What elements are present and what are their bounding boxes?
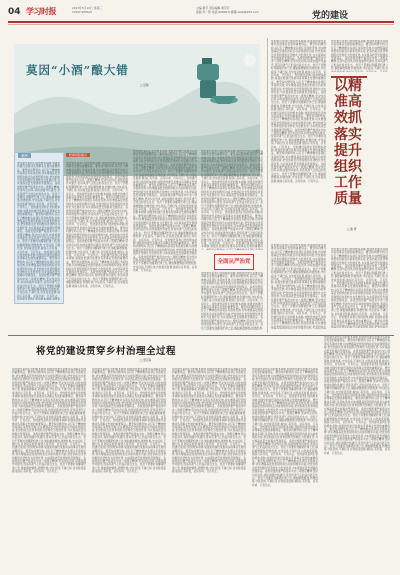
column-divider	[267, 38, 268, 333]
article3-author: □ 谭江海	[140, 359, 152, 362]
article1-author: □ 吴瑞	[140, 84, 149, 87]
article3-body-col4: 党的建设是我们党的根本命脉,加强党的建设是推动各项事业发展的重要保证。要坚持问题导向,以钉钉子精神推动各项任务落地见效,切实增强基层党组织的政治功能和组织功能,把党的政治优势和组织优势转化为发展优势,为实现高质量发展提供坚强保证。各级党组织要严格落实中央八项规定精神,坚决纠治四风,持续加强作风建设,营造风清气正的良好政治生态。党员干部要时刻绷紧纪律之弦,慎始慎微慎独,防微杜渐,守住底线,不越红线,自觉接受监督,做到心有所畏、言有所戒、行有所止。党的建设是我们党的根本命脉,加强党的建设是推动各项事业发展的重要保证。要坚持问题导向,以钉钉子精神推动各项任务落地见效,切实增强基层党组织的政治功能和组织功能,把党的政治优势和组织优势转化为发展优势,为实现高质量发展提供坚强保证。各级党组织要严格落实中央八项规定精神,坚决纠治四风,持续加强作风建设,营造风清气正的良好政治生态。党员干部要时刻绷紧纪律之弦,慎始慎微慎独,防微杜渐,守住底线,不越红线,自觉接受监督,做到心有所畏、言有所戒、行有所止。党的建设是我们党的根本命脉,加强党的建设是推动各项事业发展的重要保证。要坚持问题导向,以钉钉子精神推动各项任务落地见效,切实增强基层党组织的政治功能和组织功能,把党的政治优势和组织优势转化为发展优势,为实现高质量发展提供坚强保证。各级党组织要严格落实中央八项规定精神,坚决纠治四风,持续加强作风建设,营造风清气正的良好政治生态。党员干部要时刻绷紧纪律之弦,慎始慎微慎独,防微杜渐,守住底线,不越红线,自觉接受监督,做到心有所畏、言有所戒、行有所止。党的建设是我们党的根本命脉,加强党的建设是推动各项事业发展的重要保证。要坚持问题导向,以钉钉子精神推动各项任务落地见效,切实增强基层党组织的政治功能和组织功能,把党的政治优势和组织优势转化为发展优势,为实现高质量发展提供坚强保证。各级党组织要严格落实中央八项规定精神,坚决纠治四风,持续加强作风建设,营造风清气正的良好政治生态。党员干部要时刻绷紧纪律之弦,慎始慎微慎独,防微杜渐,守住底线,不越红线,自觉接受监督,做到心有所畏、言有所戒、行有所止。	[252, 368, 318, 487]
header-rule	[8, 21, 394, 23]
editor-line-1: 主编:秦芳 责任编辑:秦芳芳	[196, 6, 230, 10]
section-title: 党的建设	[312, 11, 349, 21]
article2-body-col1b: 党的建设是我们党的根本命脉,加强党的建设是推动各项事业发展的重要保证。要坚持问题导向,以钉钉子精神推动各项任务落地见效,切实增强基层党组织的政治功能和组织功能,把党的政治优势和组织优势转化为发展优势,为实现高质量发展提供坚强保证。各级党组织要严格落实中央八项规定精神,坚决纠治四风,持续加强作风建设,营造风清气正的良好政治生态。党员干部要时刻绷紧纪律之弦,慎始慎微慎独,防微杜渐,守住底线,不越红线,自觉接受监督,做到心有所畏、言有所戒、行有所止。党的建设是我们党的根本命脉,加强党的建设是推动各项事业发展的重要保证。要坚持问题导向,以钉钉子精神推动各项任务落地见效,切实增强基层党组织的政治功能和组织功能,把党的政治优势和组织优势转化为发展优势,为实现高质量发展提供坚强保证。各级党组织要严格落实中央八项规定精神,坚决纠治四风,持续加强作风建设,营造风清气正的良好政治生态。党员干部要时刻绷紧纪律之弦,慎始慎微慎独,防微杜渐,守住底线,不越红线,自觉接受监督,做到心有所畏、言有所戒、行有所止。党的建设是我们党的根本命脉,加强党的建设是推动各项事业发展的重要保证。要坚持问题导向,以钉钉子精神推动各项任务落地见效,切实增强基层党组织的政治功能和组织功能,把党的政治	[271, 244, 326, 329]
article2-author: □ 谢 勇	[347, 228, 357, 231]
article3-body-col1: 党的建设是我们党的根本命脉,加强党的建设是推动各项事业发展的重要保证。要坚持问题导向,以钉钉子精神推动各项任务落地见效,切实增强基层党组织的政治功能和组织功能,把党的政治优势和组织优势转化为发展优势,为实现高质量发展提供坚强保证。各级党组织要严格落实中央八项规定精神,坚决纠治四风,持续加强作风建设,营造风清气正的良好政治生态。党员干部要时刻绷紧纪律之弦,慎始慎微慎独,防微杜渐,守住底线,不越红线,自觉接受监督,做到心有所畏、言有所戒、行有所止。党的建设是我们党的根本命脉,加强党的建设是推动各项事业发展的重要保证。要坚持问题导向,以钉钉子精神推动各项任务落地见效,切实增强基层党组织的政治功能和组织功能,把党的政治优势和组织优势转化为发展优势,为实现高质量发展提供坚强保证。各级党组织要严格落实中央八项规定精神,坚决纠治四风,持续加强作风建设,营造风清气正的良好政治生态。党员干部要时刻绷紧纪律之弦,慎始慎微慎独,防微杜渐,守住底线,不越红线,自觉接受监督,做到心有所畏、言有所戒、行有所止。党的建设是我们党的根本命脉,加强党的建设是推动各项事业发展的重要保证。要坚持问题导向,以钉钉子精神推动各项任务落地见效,切实增强基层党组织的政治功能和组织功能,把党的政治优势和组织优势转化为发展优势,为实现高质量发展提供坚强保证。各级党组织要严格落实中央八项规定精神,坚决纠治四风,持续加强作风建设,营造风清气正的良好政治生态。党员干部要时刻绷紧纪律之弦,慎始慎微慎独,防微杜渐,守住底线,不越红线,自觉接受监督,做到心有所畏、言有所戒、行有所止。党的建设是我们党的根本命脉,加强党的建设是推动各项事业发展的重要保证。要坚持问题导向,以钉钉子精神推动各项任务落地见效,切实增强基层党组织的政治功能和组织功能,把党的政治优势和组织优势转化为发展优势,为实现高质量发展提供坚强保证。各级党组织要严格落实中央八项规定精神,坚决纠治四风,持续加强作风建设,营造风清气正的良好政治生态。党员干部要时刻绷紧纪律之弦,慎始慎微慎独,防微杜渐,守住底线,不越红线,自觉接受监督,做到心有所畏、言有所戒、行有所止。	[12, 368, 86, 474]
case-body: 党的建设是我们党的根本命脉,加强党的建设是推动各项事业发展的重要保证。要坚持问题导向,以钉钉子精神推动各项任务落地见效,切实增强基层党组织的政治功能和组织功能,把党的政治优势和组织优势转化为发展优势,为实现高质量发展提供坚强保证。各级党组织要严格落实中央八项规定精神,坚决纠治四风,持续加强作风建设,营造风清气正的良好政治生态。党员干部要时刻绷紧纪律之弦,慎始慎微慎独,防微杜渐,守住底线,不越红线,自觉接受监督,做到心有所畏、言有所戒、行有所止。党的建设是我们党的根本命脉,加强党的建设是推动各项事业发展的重要保证。要坚持问题导向,以钉钉子精神推动各项任务落地见效,切实增强基层党组织的政治功能和组织功能,把党的政治优势和组织优势转化为发展优势,为实现高质量发展提供坚强保证。各级党组织要严格落实中央八项规定精神,坚决纠治四风,持续加强作风建设,营造风清气正的良好政治生态。党员干部要时刻绷紧纪律之弦,慎始慎微慎独,防微杜渐,守住底线,不越红线,自觉接受监督,做到心有所畏、言有所戒、行有所止。党的建设是我们党的根本命脉,加强党的建设是推动各项事业发展的重要保证。要坚持问题导向,以钉钉子精神推动各项任务落地见效,切实增强基层党组织的政治功能和组织功能,把党的政治优势和组织优势转化为发展优势,为实现高质量发展提供坚强保证。各级党组织要严格落实中央八项规定精神,坚决纠治四风,持续加强作风建设,营造风清气正的良好政治生态。党员干部要时刻绷紧纪律之弦,慎始慎微慎独,防微杜渐,守住底线,不越红线,自觉接受监督,做到心有所畏、言有所戒、行有所止。党的建设是我们党的根本命脉,加强党	[17, 162, 60, 300]
article2-body-col1: 党的建设是我们党的根本命脉,加强党的建设是推动各项事业发展的重要保证。要坚持问题导向,以钉钉子精神推动各项任务落地见效,切实增强基层党组织的政治功能和组织功能,把党的政治优势和组织优势转化为发展优势,为实现高质量发展提供坚强保证。各级党组织要严格落实中央八项规定精神,坚决纠治四风,持续加强作风建设,营造风清气正的良好政治生态。党员干部要时刻绷紧纪律之弦,慎始慎微慎独,防微杜渐,守住底线,不越红线,自觉接受监督,做到心有所畏、言有所戒、行有所止。党的建设是我们党的根本命脉,加强党的建设是推动各项事业发展的重要保证。要坚持问题导向,以钉钉子精神推动各项任务落地见效,切实增强基层党组织的政治功能和组织功能,把党的政治优势和组织优势转化为发展优势,为实现高质量发展提供坚强保证。各级党组织要严格落实中央八项规定精神,坚决纠治四风,持续加强作风建设,营造风清气正的良好政治生态。党员干部要时刻绷紧纪律之弦,慎始慎微慎独,防微杜渐,守住底线,不越红线,自觉接受监督,做到心有所畏、言有所戒、行有所止。党的建设是我们党的根本命脉,加强党的建设是推动各项事业发展的重要保证。要坚持问题导向,以钉钉子精神推动各项任务落地见效,切实增强基层党组织的政治功能和组织功能,把党的政治优势和组织优势转化为发展优势,为实现高质量发展提供坚强保证。各级党组织要严格落实中央八项规定精神,坚决纠治四风,持续加强作风建设,营造风清气正的良好政治生态。党员干部要时刻绷紧纪律之弦,慎始慎微慎独,防微杜渐,守住底线,不越红线,自觉接受监督,做到心有所畏、言有所戒、行有所止。党的建设是我们党的根本命脉,加强党的建设是推动各项事业发展的重要保证。要坚持问题导向,以钉钉子精神推动各项任务落地见效,切实增强基层党组织的政治功能和组织功能,把党的政治优势和组织优势转化为发展优势,为实现高质量发展提供坚强保证。各级党组织要严格落实中央八项规定精神,坚决纠治四风,持续加强作风建设,营造风清气正的良好政治生态。党员干部要时刻绷紧纪律之弦,慎始慎微慎独,防微杜渐,守住底线,不越红线,自觉接受监督,做到心有所畏、言有所戒、行有所止。	[271, 40, 326, 183]
article3-title: 将党的建设贯穿乡村治理全过程	[36, 346, 177, 357]
editor-line-2: 排版:苏一阳 电话:62805 5 邮箱:xxsb@163.com	[196, 9, 259, 14]
tag-label: 纪律风险提示	[66, 153, 90, 157]
article1-body-col2: 党的建设是我们党的根本命脉,加强党的建设是推动各项事业发展的重要保证。要坚持问题导向,以钉钉子精神推动各项任务落地见效,切实增强基层党组织的政治功能和组织功能,把党的政治优势和组织优势转化为发展优势,为实现高质量发展提供坚强保证。各级党组织要严格落实中央八项规定精神,坚决纠治四风,持续加强作风建设,营造风清气正的良好政治生态。党员干部要时刻绷紧纪律之弦,慎始慎微慎独,防微杜渐,守住底线,不越红线,自觉接受监督,做到心有所畏、言有所戒、行有所止。党的建设是我们党的根本命脉,加强党的建设是推动各项事业发展的重要保证。要坚持问题导向,以钉钉子精神推动各项任务落地见效,切实增强基层党组织的政治功能和组织功能,把党的政治优势和组织优势转化为发展优势,为实现高质量发展提供坚强保证。各级党组织要严格落实中央八项规定精神,坚决纠治四风,持续加强作风建设,营造风清气正的良好政治生态。党员干部要时刻绷紧纪律之弦,慎始慎微慎独,防微杜渐,守住底线,不越红线,自觉接受监督,做到心有所畏、言有所戒、行有所止。党的建设是我们党的根本命脉,加强党的建设是推动各项事业发展的重要保证。要坚持问题导向,以钉钉子精神推动各项任务落地见效,切实增强基层党组织的政治功能和组织功能,把党的政治优势和组织优势转化为发展优势,为实现高质量发展提供坚强保证。各级党组织要严格落实中央八项规定精神,坚决纠治四风,持续加强作风建设,营造风清气正的良好政治生态。党员干部要时刻绷紧纪律之弦,慎始慎微慎独,防微杜渐,守住底线,不越红线,自觉接受监督,做到心有所畏、言有所戒、行有所止。党的建设是我们党的根本命脉,加强党的建设是推动各项事业发展的重要保证。要坚持问题导向,以钉钉子精神推动各项任务落地见效,切实增强基层党组织的政治功能和组织功能,把党的政治优势和组织优势转化为发展优势,为实现高质量发展提供坚强保证。各级党组织要严格落实中央八项规定精神,坚决纠治四风,持续加强作风建设,营造风清气正的良好政治生态。党员干部要时刻绷紧纪律之弦,慎始慎微慎独,防微杜渐,守住底线,不越红线,自觉接受监督,做到心有所畏、言有所戒、行有所止。	[133, 150, 197, 273]
article2-body-col2-top: 党的建设是我们党的根本命脉,加强党的建设是推动各项事业发展的重要保证。要坚持问题导向,以钉钉子精神推动各项任务落地见效,切实增强基层党组织的政治功能和组织功能,把党的政治优势和组织优势转化为发展优势,为实现高质量发展提供坚强保证。各级党组织要严格落实中央八项规定精神,坚决纠治四风,持续加强作风建设,营造风清气正的良好政治生态。党员干部要时刻绷紧纪律之弦,慎始慎微慎独,防微杜渐,守住底线,不越红线,自	[331, 40, 388, 71]
issue-code-line: XUEXI SHIBAO	[72, 9, 93, 14]
case-label: 案例	[18, 153, 31, 158]
article3-body-col3: 党的建设是我们党的根本命脉,加强党的建设是推动各项事业发展的重要保证。要坚持问题导向,以钉钉子精神推动各项任务落地见效,切实增强基层党组织的政治功能和组织功能,把党的政治优势和组织优势转化为发展优势,为实现高质量发展提供坚强保证。各级党组织要严格落实中央八项规定精神,坚决纠治四风,持续加强作风建设,营造风清气正的良好政治生态。党员干部要时刻绷紧纪律之弦,慎始慎微慎独,防微杜渐,守住底线,不越红线,自觉接受监督,做到心有所畏、言有所戒、行有所止。党的建设是我们党的根本命脉,加强党的建设是推动各项事业发展的重要保证。要坚持问题导向,以钉钉子精神推动各项任务落地见效,切实增强基层党组织的政治功能和组织功能,把党的政治优势和组织优势转化为发展优势,为实现高质量发展提供坚强保证。各级党组织要严格落实中央八项规定精神,坚决纠治四风,持续加强作风建设,营造风清气正的良好政治生态。党员干部要时刻绷紧纪律之弦,慎始慎微慎独,防微杜渐,守住底线,不越红线,自觉接受监督,做到心有所畏、言有所戒、行有所止。党的建设是我们党的根本命脉,加强党的建设是推动各项事业发展的重要保证。要坚持问题导向,以钉钉子精神推动各项任务落地见效,切实增强基层党组织的政治功能和组织功能,把党的政治优势和组织优势转化为发展优势,为实现高质量发展提供坚强保证。各级党组织要严格落实中央八项规定精神,坚决纠治四风,持续加强作风建设,营造风清气正的良好政治生态。党员干部要时刻绷紧纪律之弦,慎始慎微慎独,防微杜渐,守住底线,不越红线,自觉接受监督,做到心有所畏、言有所戒、行有所止。党的建设是我们党的根本命脉,加强党的建设是推动各项事业发展的重要保证。要坚持问题导向,以钉钉子精神推动各项任务落地见效,切实增强基层党组织的政治功能和组织功能,把党的政治优势和组织优势转化为发展优势,为实现高质量发展提供坚强保证。各级党组织要严格落实中央八项规定精神,坚决纠治四风,持续加强作风建设,营造风清气正的良好政治生态。党员干部要时刻绷紧纪律之弦,慎始慎微慎独,防微杜渐,守住底线,不越红线,自觉接受监督,做到心有所畏、言有所戒、行有所止。	[172, 368, 246, 474]
article1-body-col3b: 党的建设是我们党的根本命脉,加强党的建设是推动各项事业发展的重要保证。要坚持问题导向,以钉钉子精神推动各项任务落地见效,切实增强基层党组织的政治功能和组织功能,把党的政治优势和组织优势转化为发展优势,为实现高质量发展提供坚强保证。各级党组织要严格落实中央八项规定精神,坚决纠治四风,持续加强作风建设,营造风清气正的良好政治生态。党员干部要时刻绷紧纪律之弦,慎始慎微慎独,防微杜渐,守住底线,不越红线,自觉接受监督,做到心有所畏、言有所戒、行有所止。党的建设是我们党的根本命脉,加强党的建设是推动各项事业发展的重要保证。要坚持问题导向,以钉钉子精神推动各项任务落地见效,切实增强基层党组织的政治功能和组织功能,把党的政治优势和组织优势转化为发展优势,为实现高质量发展提供坚强保证。各级党组织要严格落实中央八项规定精神,坚决纠治四风,持续加强作风建设,营造风清气正的良好政治生态。党员干部要时刻绷紧纪律之弦,慎始慎微慎独,防微杜渐,	[201, 272, 263, 330]
stamp-logo: 全面从严治党	[214, 254, 254, 270]
issue-date-line: 2023年5月10日 星期三	[72, 6, 103, 10]
header-subrule	[8, 24, 394, 25]
article1-body-col1: 党的建设是我们党的根本命脉,加强党的建设是推动各项事业发展的重要保证。要坚持问题导向,以钉钉子精神推动各项任务落地见效,切实增强基层党组织的政治功能和组织功能,把党的政治优势和组织优势转化为发展优势,为实现高质量发展提供坚强保证。各级党组织要严格落实中央八项规定精神,坚决纠治四风,持续加强作风建设,营造风清气正的良好政治生态。党员干部要时刻绷紧纪律之弦,慎始慎微慎独,防微杜渐,守住底线,不越红线,自觉接受监督,做到心有所畏、言有所戒、行有所止。党的建设是我们党的根本命脉,加强党的建设是推动各项事业发展的重要保证。要坚持问题导向,以钉钉子精神推动各项任务落地见效,切实增强基层党组织的政治功能和组织功能,把党的政治优势和组织优势转化为发展优势,为实现高质量发展提供坚强保证。各级党组织要严格落实中央八项规定精神,坚决纠治四风,持续加强作风建设,营造风清气正的良好政治生态。党员干部要时刻绷紧纪律之弦,慎始慎微慎独,防微杜渐,守住底线,不越红线,自觉接受监督,做到心有所畏、言有所戒、行有所止。党的建设是我们党的根本命脉,加强党的建设是推动各项事业发展的重要保证。要坚持问题导向,以钉钉子精神推动各项任务落地见效,切实增强基层党组织的政治功能和组织功能,把党的政治优势和组织优势转化为发展优势,为实现高质量发展提供坚强保证。各级党组织要严格落实中央八项规定精神,坚决纠治四风,持续加强作风建设,营造风清气正的良好政治生态。党员干部要时刻绷紧纪律之弦,慎始慎微慎独,防微杜渐,守住底线,不越红线,自觉接受监督,做到心有所畏、言有所戒、行有所止。党的建设是我们党的根本命脉,加强党的建设是推动各项事业发展的重要保证。要坚持问题导向,以钉钉子精神推动各项任务落地见效,切实增强基层党组织的政治功能和组织功能,把党的政治优势和组织优势转化为发展优势,为实现高质量发展提供坚强保证。各级党组织要严格落实中央八项规定精神,坚决纠治四风,持续加强作风建设,营造风清气正的良好政治生态。党员干部要时刻绷紧纪律之弦,慎始慎微慎独,防微杜渐,守住底线,不越红线,自觉接受监督,做到心有所畏、言有所戒、行有所止。	[66, 162, 128, 288]
article3-body-col2: 党的建设是我们党的根本命脉,加强党的建设是推动各项事业发展的重要保证。要坚持问题导向,以钉钉子精神推动各项任务落地见效,切实增强基层党组织的政治功能和组织功能,把党的政治优势和组织优势转化为发展优势,为实现高质量发展提供坚强保证。各级党组织要严格落实中央八项规定精神,坚决纠治四风,持续加强作风建设,营造风清气正的良好政治生态。党员干部要时刻绷紧纪律之弦,慎始慎微慎独,防微杜渐,守住底线,不越红线,自觉接受监督,做到心有所畏、言有所戒、行有所止。党的建设是我们党的根本命脉,加强党的建设是推动各项事业发展的重要保证。要坚持问题导向,以钉钉子精神推动各项任务落地见效,切实增强基层党组织的政治功能和组织功能,把党的政治优势和组织优势转化为发展优势,为实现高质量发展提供坚强保证。各级党组织要严格落实中央八项规定精神,坚决纠治四风,持续加强作风建设,营造风清气正的良好政治生态。党员干部要时刻绷紧纪律之弦,慎始慎微慎独,防微杜渐,守住底线,不越红线,自觉接受监督,做到心有所畏、言有所戒、行有所止。党的建设是我们党的根本命脉,加强党的建设是推动各项事业发展的重要保证。要坚持问题导向,以钉钉子精神推动各项任务落地见效,切实增强基层党组织的政治功能和组织功能,把党的政治优势和组织优势转化为发展优势,为实现高质量发展提供坚强保证。各级党组织要严格落实中央八项规定精神,坚决纠治四风,持续加强作风建设,营造风清气正的良好政治生态。党员干部要时刻绷紧纪律之弦,慎始慎微慎独,防微杜渐,守住底线,不越红线,自觉接受监督,做到心有所畏、言有所戒、行有所止。党的建设是我们党的根本命脉,加强党的建设是推动各项事业发展的重要保证。要坚持问题导向,以钉钉子精神推动各项任务落地见效,切实增强基层党组织的政治功能和组织功能,把党的政治优势和组织优势转化为发展优势,为实现高质量发展提供坚强保证。各级党组织要严格落实中央八项规定精神,坚决纠治四风,持续加强作风建设,营造风清气正的良好政治生态。党员干部要时刻绷紧纪律之弦,慎始慎微慎独,防微杜渐,守住底线,不越红线,自觉接受监督,做到心有所畏、言有所戒、行有所止。	[92, 368, 166, 474]
article2-title: 以精准高效抓落实提升组织工作质量	[334, 78, 362, 208]
article1-title: 莫因“小酒”酿大错	[26, 63, 129, 77]
issue-date	[72, 7, 102, 14]
page-number: 04	[8, 7, 21, 17]
article2-body-col2b: 党的建设是我们党的根本命脉,加强党的建设是推动各项事业发展的重要保证。要坚持问题导向,以钉钉子精神推动各项任务落地见效,切实增强基层党组织的政治功能和组织功能,把党的政治优势和组织优势转化为发展优势,为实现高质量发展提供坚强保证。各级党组织要严格落实中央八项规定精神,坚决纠治四风,持续加强作风建设,营造风清气正的良好政治生态。党员干部要时刻绷紧纪律之弦,慎始慎微慎独,防微杜渐,守住底线,不越红线,自觉接受监督,做到心有所畏、言有所戒、行有所止。党的建设是我们党的根本命脉,加强党的建设是推动各项事业发展的重要保证。要坚持问题导向,以钉钉子精神推动各项任务落地见效,切实增强基层党组织的政治功能和组织功能,把党的政治优势和组织优势转化为发展优势,为实现高质量发展提供坚强保证。各级党组织要严格落实中央八项规定精神,坚决纠治四风,持续加强作风建设,营造风清气正的良好政治生态。党员干部要时刻绷紧纪律之弦,慎始慎微慎独,防微杜渐,守住底线,不越红线,自觉接受监督,做到心有所畏、言有所戒、行有所止。党的建设是我们党的根本命脉,加强党的建设是推动各项事业发展的重要保证。要坚持问题导向,以钉钉子精神推动各项任务落地见效,切实增强基层党组织的政治功能和组织功能,把党的政治	[331, 248, 388, 328]
article1-body-col3: 党的建设是我们党的根本命脉,加强党的建设是推动各项事业发展的重要保证。要坚持问题导向,以钉钉子精神推动各项任务落地见效,切实增强基层党组织的政治功能和组织功能,把党的政治优势和组织优势转化为发展优势,为实现高质量发展提供坚强保证。各级党组织要严格落实中央八项规定精神,坚决纠治四风,持续加强作风建设,营造风清气正的良好政治生态。党员干部要时刻绷紧纪律之弦,慎始慎微慎独,防微杜渐,守住底线,不越红线,自觉接受监督,做到心有所畏、言有所戒、行有所止。党的建设是我们党的根本命脉,加强党的建设是推动各项事业发展的重要保证。要坚持问题导向,以钉钉子精神推动各项任务落地见效,切实增强基层党组织的政治功能和组织功能,把党的政治优势和组织优势转化为发展优势,为实现高质量发展提供坚强保证。各级党组织要严格落实中央八项规定精神,坚决纠治四风,持续加强作风建设,营造风清气正的良好政治生态。党员干部要时刻绷紧纪律之弦,慎始慎微慎独,防微杜渐,守住底线,不越红线,自觉接受监督,做到心有所畏、言有所戒、行有所止。党的建设是我们党的根本命脉,加强党的建设是推动各项事业发展的重要保证。要坚持问题导向,以钉钉子精神推动各项任务落地见效,切实增强基层党组织的政治功能和组织功能,把党的政治优势和组织优势转化为发展优势,为实现高质量发展提供坚强保证。各级党组织要严格落实中央八项规定精神,坚决纠治四风,持续加强作风建设,营造风清气正的良好政治生态。党员干部要时刻绷紧纪律之弦,慎始慎微慎独,防微杜渐,守住底线,不越红线,自觉接受监督,做到心有所畏、言有所戒、行有所止。党的建设是我们党的根本命脉,加强党的建设是推动各项事业发展的重要保	[201, 150, 263, 249]
article2-body-col3: 党的建设是我们党的根本命脉,加强党的建设是推动各项事业发展的重要保证。要坚持问题导向,以钉钉子精神推动各项任务落地见效,切实增强基层党组织的政治功能和组织功能,把党的政治优势和组织优势转化为发展优势,为实现高质量发展提供坚强保证。各级党组织要严格落实中央八项规定精神,坚决纠治四风,持续加强作风建设,营造风清气正的良好政治生态。党员干部要时刻绷紧纪律之弦,慎始慎微慎独,防微杜渐,守住底线,不越红线,自觉接受监督,做到心有所畏、言有所戒、行有所止。党的建设是我们党的根本命脉,加强党的建设是推动各项事业发展的重要保证。要坚持问题导向,以钉钉子精神推动各项任务落地见效,切实增强基层党组织的政治功能和组织功能,把党的政治优势和组织优势转化为发展优势,为实现高质量发展提供坚强保证。各级党组织要严格落实中央八项规定精神,坚决纠治四风,持续加强作风建设,营造风清气正的良好政治生态。党员干部要时刻绷紧纪律之弦,慎始慎微慎独,防微杜渐,守住底线,不越红线,自觉接受监督,做到心有所畏、言有所戒、行有所止。党的建设是我们党的根本命脉,加强党的建设是推动各项事业发展的重要保证。要坚持问题导向,以钉钉子精神推动各项任务落地见效,切实增强基层党组织的政治功能和组织功能,把党的政治优势和组织优势转化为发展优势,为实现高质量发展提供坚强保证。各级党组织要严格落实中央八项规定精神,坚决纠治四风,持续加强作风建设,营造风清气正的良好政治生态。党员干部要时刻绷紧纪律之弦,慎始慎微慎独,防微杜渐,守住底线,不越红线,自觉接受监督,做到心有所畏、言有所戒、行有所止。党的建设是我们党的根本命脉,加强党的建设是推动各项事业发展的重要保证。要坚持问题导向,以钉钉子精神推动各项任务落地见效,切实增强基层党组织的政治功能和组织功能,把党的政治优势和组织优势转化为发展优势,为实现高质量发展提供坚强保证。各级党组织要严格落实中央八项规定精神,坚决纠治四风,持续加强作风建设,营造风清气正的良好政治生态。党员干部要时刻绷紧纪律之弦,慎始慎微慎独,防微杜渐,守住底线,不越红线,自觉接受监督,做到心有所畏、言有所戒、行有所止。	[324, 336, 390, 455]
editor-info	[196, 7, 259, 14]
masthead-logo: 学习时报	[26, 6, 56, 16]
